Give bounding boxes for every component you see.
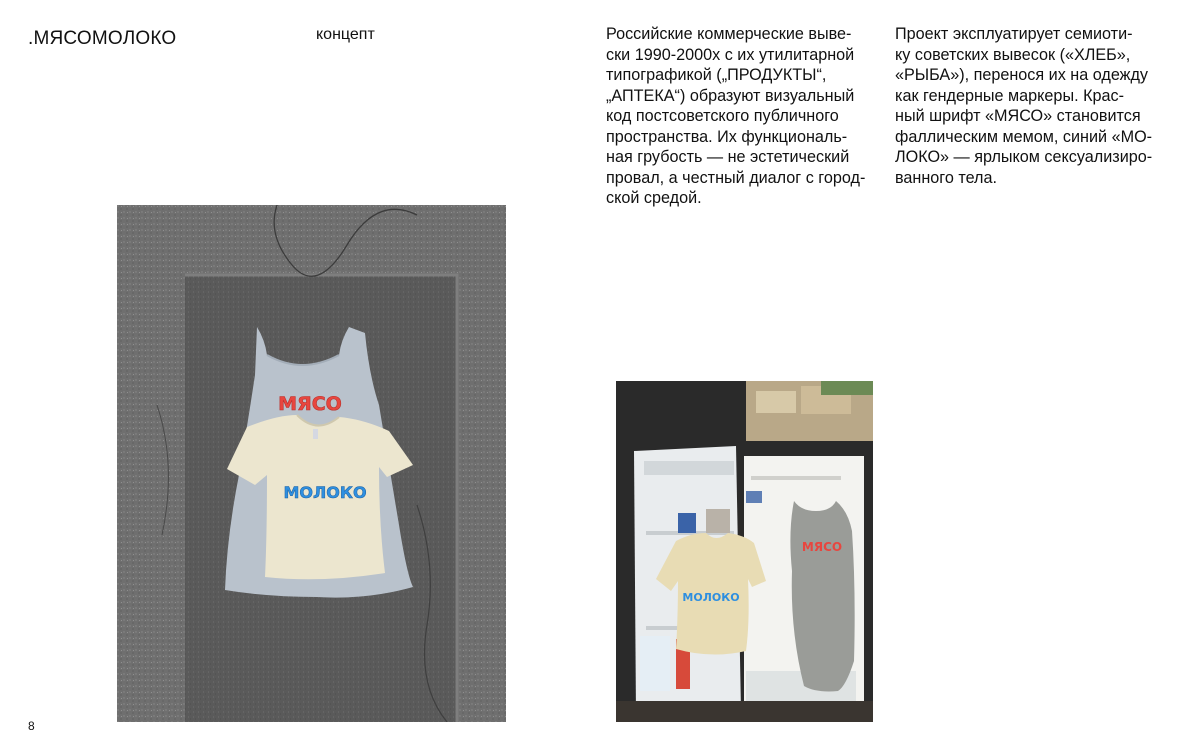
text-column-left bbox=[606, 24, 888, 209]
hanging-tee-print-text: МОЛОКО bbox=[682, 591, 740, 604]
brand-title: .МЯСОМОЛОКО bbox=[28, 28, 177, 49]
grey-dress bbox=[790, 501, 854, 691]
section-label: концепт bbox=[316, 26, 375, 43]
tee-print-text: МОЛОКО bbox=[283, 483, 367, 502]
concept-paragraph-2: Проект эксплуатирует семиоти- ку советских вывесок («ХЛЕБ», «РЫБА»), перенося их на одежду как гендерные маркеры. Крас- ный шрифт «МЯСО» становится фаллическим мемом, синий «МО- ЛОКО» — ярлыком сексуализиро- ванного тела. bbox=[895, 25, 1153, 187]
tank-print-text: МЯСО bbox=[278, 393, 342, 415]
concept-paragraph-1: Российские коммерческие выве- ски 1990-2000х с их утилитарной типографикой („ПРОДУКТЫ“, „АПТЕКА“) образуют визуальный код постсоветского публичного пространства. Их функциональ- ная грубость — не эстетический провал, а честный диалог с город- ской средой. bbox=[606, 25, 866, 207]
dress-print-text: МЯСО bbox=[801, 540, 843, 554]
asphalt-photo bbox=[117, 205, 506, 722]
page-number: 8 bbox=[28, 719, 35, 733]
fridge-photo bbox=[616, 381, 873, 722]
text-column-right bbox=[895, 24, 1177, 188]
